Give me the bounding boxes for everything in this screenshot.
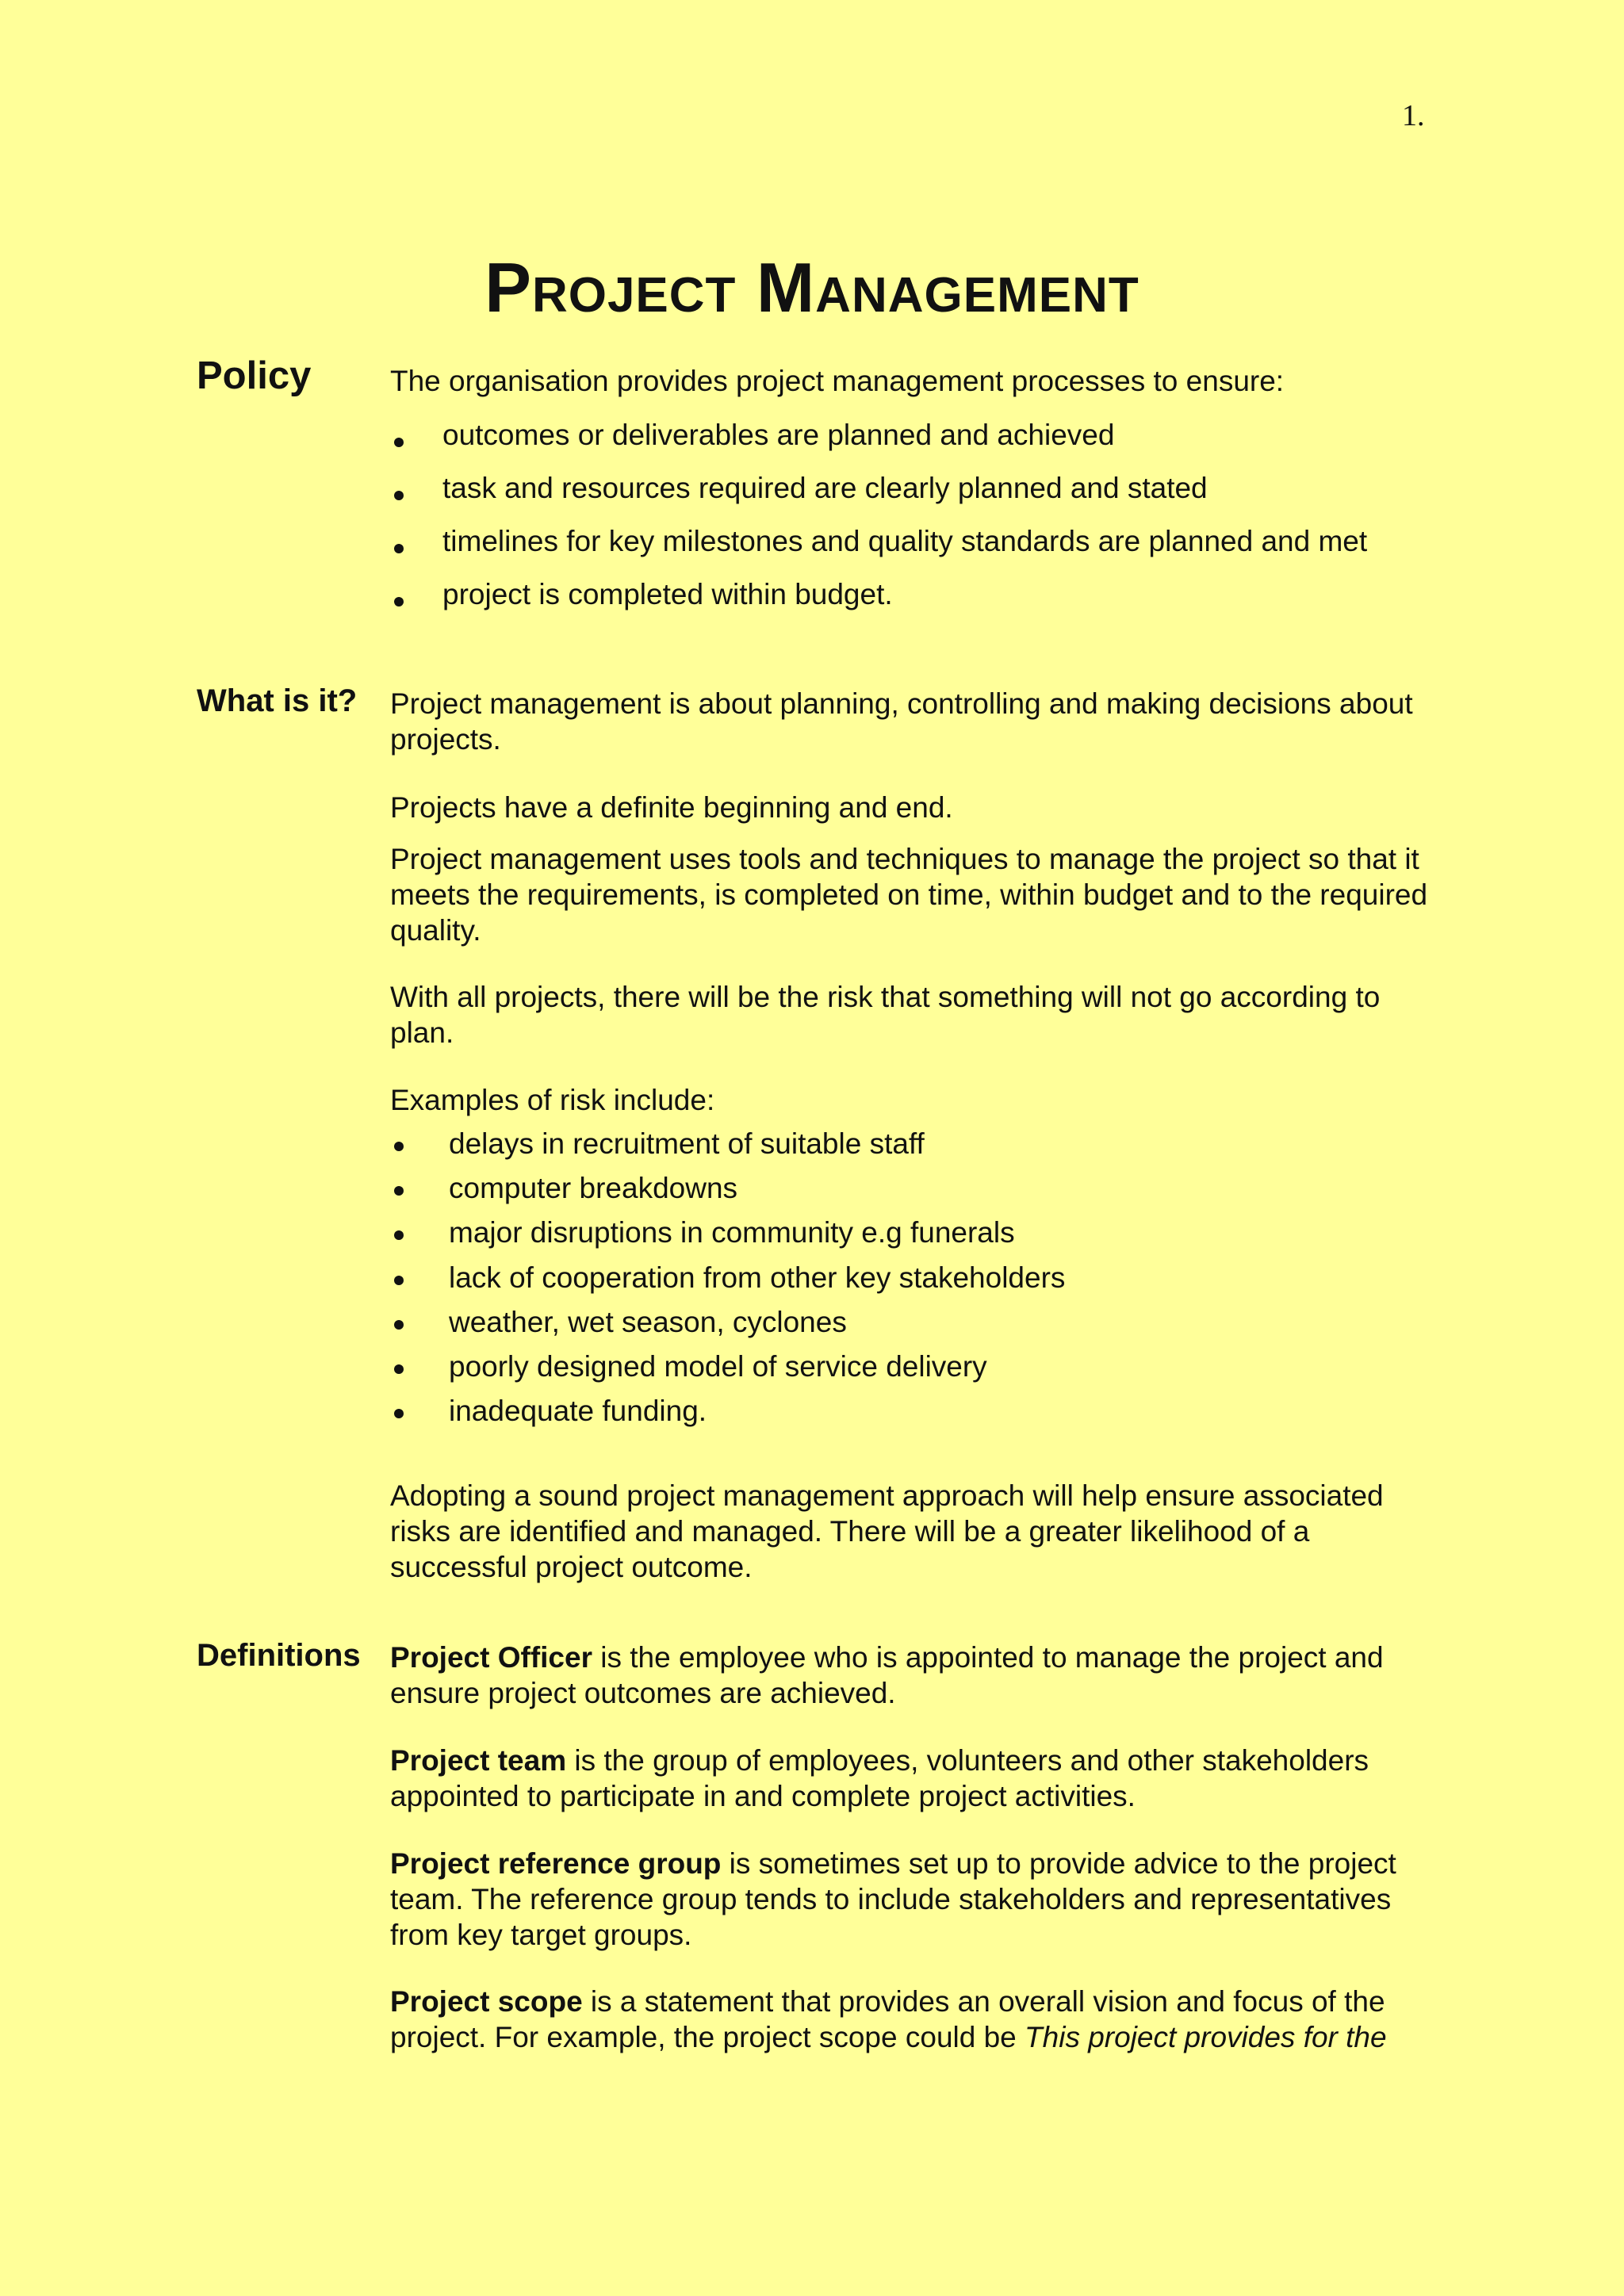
definition-item (390, 1640, 1437, 1711)
list-item: lack of cooperation from other key stakeholders (390, 1258, 1065, 1303)
definition-item (390, 1984, 1437, 2055)
what-is-it-paragraph: Project management is about planning, controlling and making decisions about projects. (390, 687, 1413, 756)
list-item: delays in recruitment of suitable staff (390, 1124, 1065, 1169)
definition-text: is the employee who is appointed to manage the project and ensure project outcomes are achieved. (390, 1641, 1384, 1709)
list-item: outcomes or deliverables are planned and achieved (390, 415, 1367, 469)
page-title: Project Management (485, 248, 1139, 327)
risk-intro: Examples of risk include: (390, 1084, 715, 1116)
definition-item (390, 1846, 1437, 1953)
definition-term: Project Officer (390, 1641, 592, 1674)
list-item: poorly designed model of service delivery (390, 1347, 1065, 1391)
list-item: computer breakdowns (390, 1169, 1065, 1213)
policy-bullet-list (390, 415, 1367, 628)
definition-text: is the group of employees, volunteers and other stakeholders appointed to participate in and complete project activities. (390, 1744, 1369, 1812)
what-is-it-heading: What is it? (197, 683, 358, 718)
list-item: task and resources required are clearly planned and stated (390, 469, 1367, 522)
definition-text: is a statement that provides an overall vision and focus of the project. For example, the project scope could be (390, 1985, 1385, 2053)
definition-term: Project reference group (390, 1847, 722, 1880)
definition-term: Project team (390, 1744, 567, 1777)
definition-italic-example: This project provides for the (1025, 2021, 1387, 2053)
definition-item (390, 1743, 1437, 1814)
list-item: timelines for key milestones and quality standards are planned and met (390, 522, 1367, 575)
what-is-it-paragraph: Adopting a sound project management approach will help ensure associated risks are identified and managed. There will be a greater likelihood of a successful project outcome. (390, 1479, 1384, 1583)
list-item: project is completed within budget. (390, 575, 1367, 628)
list-item: major disruptions in community e.g funerals (390, 1213, 1065, 1257)
what-is-it-paragraph: Projects have a definite beginning and end. (390, 791, 953, 824)
page-number: 1. (1402, 99, 1425, 132)
list-item: inadequate funding. (390, 1391, 1065, 1436)
what-is-it-paragraph: Project management uses tools and techniques to manage the project so that it meets the requirements, is completed on time, within budget and to the required quality. (390, 843, 1428, 947)
list-item: weather, wet season, cyclones (390, 1303, 1065, 1347)
policy-heading: Policy (197, 354, 312, 397)
what-is-it-paragraph: With all projects, there will be the risk that something will not go according to plan. (390, 981, 1381, 1049)
policy-intro: The organisation provides project management processes to ensure: (390, 365, 1285, 397)
definition-term: Project scope (390, 1985, 583, 2018)
definitions-heading: Definitions (197, 1638, 361, 1673)
definition-text: is sometimes set up to provide advice to the project team. The reference group tends to include stakeholders and representatives from key target groups. (390, 1847, 1396, 1951)
risk-bullet-list (390, 1124, 1065, 1436)
